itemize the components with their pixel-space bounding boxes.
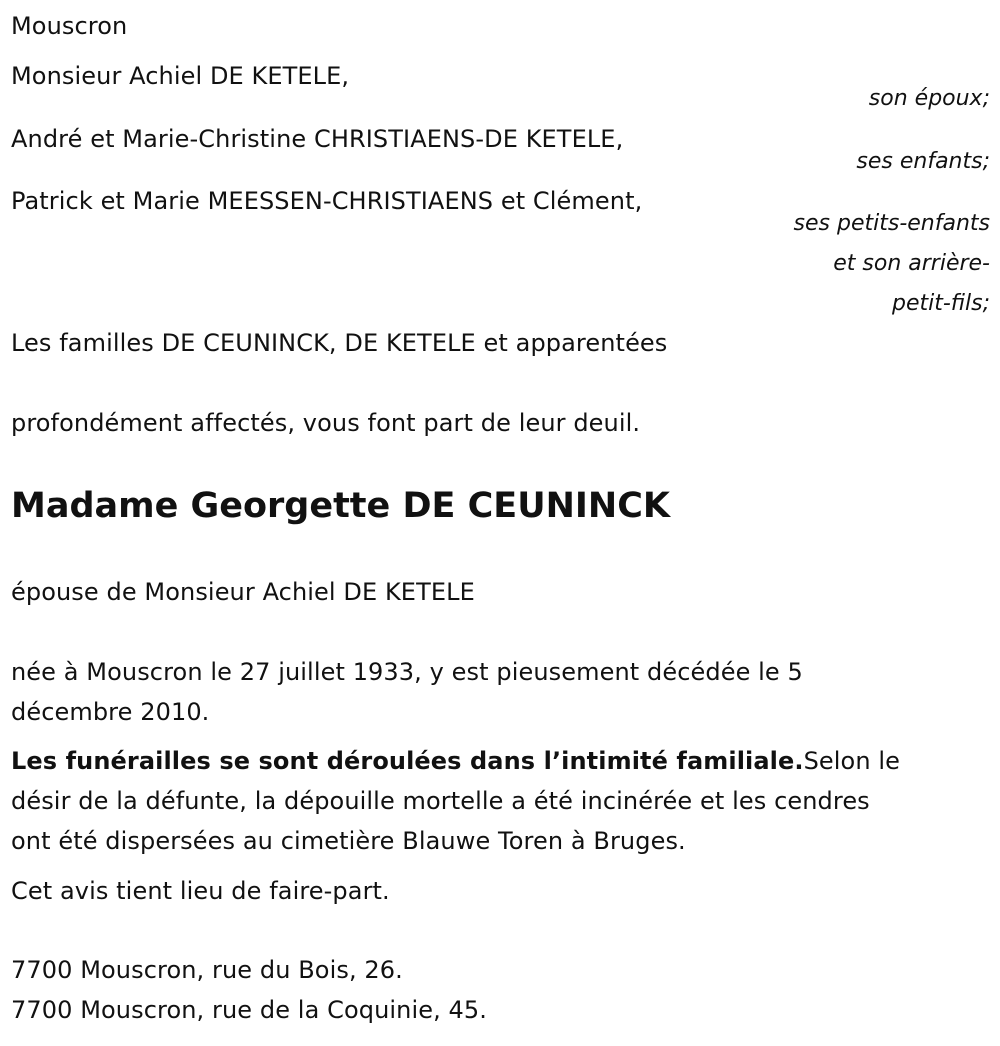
family-grandchildren-role-line1: ses petits-enfants — [793, 211, 990, 236]
family-grandchildren-role-line3: petit-fils; — [891, 291, 990, 316]
family-spouse-role: son époux; — [868, 86, 990, 111]
funeral-line3: ont été dispersées au cimetière Blauwe Toren à Bruges. — [11, 827, 686, 855]
city: Mouscron — [11, 12, 128, 40]
funeral-line2: désir de la défunte, la dépouille mortelle a été incinérée et les cendres — [11, 787, 870, 815]
funeral-line1 — [11, 741, 900, 781]
birth-death-line2: décembre 2010. — [11, 698, 210, 726]
family-grandchildren-names: Patrick et Marie MEESSEN-CHRISTIAENS et Clément, — [11, 187, 643, 215]
family-children-names: André et Marie-Christine CHRISTIAENS-DE KETELE, — [11, 125, 624, 153]
address-1: 7700 Mouscron, rue du Bois, 26. — [11, 956, 403, 984]
notice: Cet avis tient lieu de faire-part. — [11, 877, 390, 905]
birth-death-line1: née à Mouscron le 27 juillet 1933, y est pieusement décédée le 5 — [11, 658, 803, 686]
spouse-line: épouse de Monsieur Achiel DE KETELE — [11, 578, 475, 606]
address-2: 7700 Mouscron, rue de la Coquinie, 45. — [11, 996, 488, 1024]
family-spouse-names: Monsieur Achiel DE KETELE, — [11, 62, 350, 90]
family-children-role: ses enfants; — [856, 149, 990, 174]
funeral-bold-text: Les funérailles se sont déroulées dans l’intimité familiale. — [11, 747, 804, 775]
funeral-line1-rest: Selon le — [803, 747, 900, 775]
families-line: Les familles DE CEUNINCK, DE KETELE et apparentées — [11, 329, 668, 357]
deceased-name: Madame Georgette DE CEUNINCK — [11, 486, 671, 526]
family-grandchildren-role-line2: et son arrière- — [833, 251, 990, 276]
announcement: profondément affectés, vous font part de leur deuil. — [11, 409, 641, 437]
